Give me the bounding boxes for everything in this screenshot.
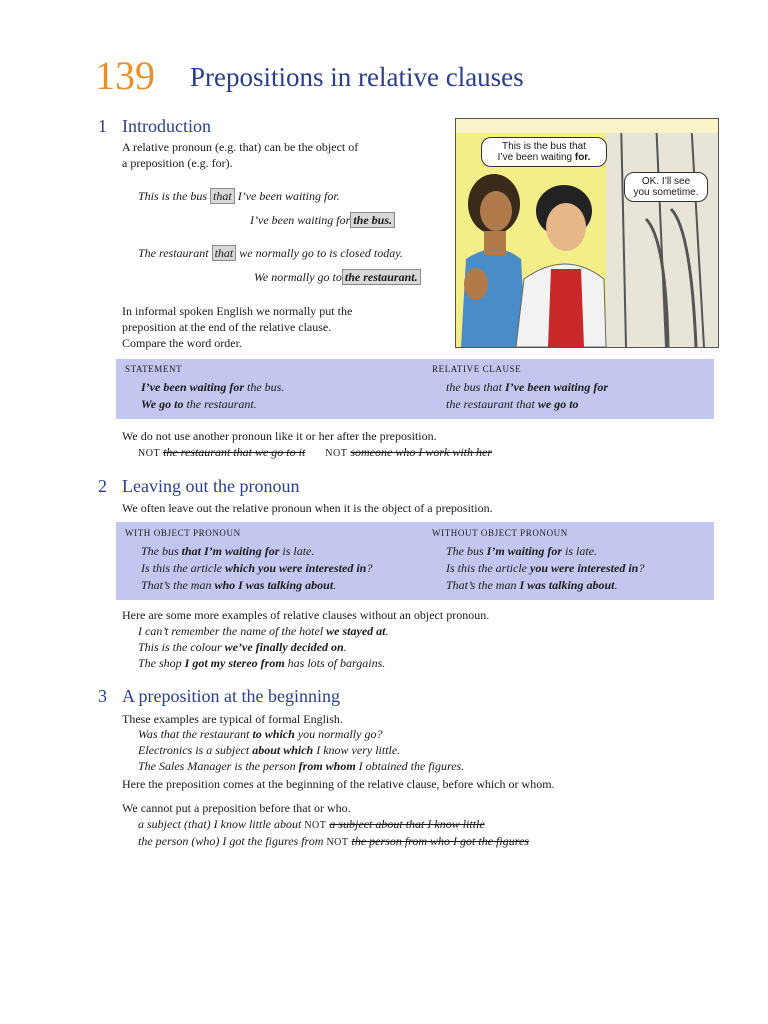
section-1-number: 1 xyxy=(98,116,107,136)
comparison-table-2 xyxy=(116,522,714,600)
example-1-line-2: I’ve been waiting for the bus. xyxy=(250,213,395,228)
speech-bubble-2: OK. I’ll see you sometime. xyxy=(624,172,708,202)
example-2-line-2: We normally go to the restaurant. xyxy=(254,270,421,285)
column-header: WITHOUT OBJECT PRONOUN xyxy=(432,528,568,538)
wrong-example-row: the person (who) I got the figures from NOT the person from who I got the figures xyxy=(138,834,529,848)
table-row: The bus that I’m waiting for is late. xyxy=(141,544,315,558)
section-3-note: Here the preposition comes at the beginning of the relative clause, before which or whom. xyxy=(122,777,555,791)
list-item: Was that the restaurant to which you normally go? xyxy=(138,727,383,741)
table-row: That’s the man who I was talking about. xyxy=(141,578,337,592)
comparison-table-1 xyxy=(116,359,714,419)
list-item: The Sales Manager is the person from whom I obtained the figures. xyxy=(138,759,465,773)
unit-number: 139 xyxy=(95,53,155,98)
section-2-number: 2 xyxy=(98,476,107,496)
unit-title: Prepositions in relative clauses xyxy=(190,62,524,92)
list-item: Electronics is a subject about which I know very little. xyxy=(138,743,401,757)
section-1-title: Introduction xyxy=(122,116,211,136)
table-row: We go to the restaurant. xyxy=(141,397,257,411)
speech-bubble-1: This is the bus that I’ve been waiting for. xyxy=(481,137,607,167)
table-row: That’s the man I was talking about. xyxy=(446,578,618,592)
example-1-line-1: This is the bus that I’ve been waiting for. xyxy=(138,189,340,203)
section-3-intro: These examples are typical of formal English. xyxy=(122,712,343,726)
section-2-title: Leaving out the pronoun xyxy=(122,476,300,496)
section-1-paragraph: In informal spoken English we normally put the preposition at the end of the relative clause. Compare the word order. xyxy=(122,304,353,350)
boxed-word: that xyxy=(212,245,237,261)
section-2-intro: We often leave out the relative pronoun when it is the object of a preposition. xyxy=(122,501,493,515)
boxed-word: that xyxy=(210,188,235,204)
list-item: This is the colour we’ve finally decided on. xyxy=(138,640,347,654)
column-header: RELATIVE CLAUSE xyxy=(432,364,522,374)
table-row: the bus that I’ve been waiting for xyxy=(446,380,608,394)
wrong-example-row: NOT the restaurant that we go to it NOT someone who I work with her xyxy=(138,445,492,459)
wrong-example-row: a subject (that) I know little about NOT a subject about that I know little xyxy=(138,817,485,831)
table-row: Is this the article which you were interested in? xyxy=(141,561,373,575)
cartoon-illustration xyxy=(455,118,719,348)
list-item: I can’t remember the name of the hotel we stayed at. xyxy=(138,624,389,638)
section-3-cannot: We cannot put a preposition before that or who. xyxy=(122,801,351,815)
boxed-word: the bus. xyxy=(350,212,395,228)
table-row: Is this the article you were interested in? xyxy=(446,561,645,575)
column-header: STATEMENT xyxy=(125,364,183,374)
section-2-more: Here are some more examples of relative clauses without an object pronoun. xyxy=(122,608,490,622)
section-3-title: A preposition at the beginning xyxy=(122,686,340,706)
pronoun-note: We do not use another pronoun like it or her after the preposition. xyxy=(122,429,437,443)
boxed-word: the restaurant. xyxy=(342,269,421,285)
column-header: WITH OBJECT PRONOUN xyxy=(125,528,241,538)
table-row: I’ve been waiting for the bus. xyxy=(141,380,285,394)
list-item: The shop I got my stereo from has lots of bargains. xyxy=(138,656,386,670)
section-1-intro: A relative pronoun (e.g. that) can be the object of a preposition (e.g. for). xyxy=(122,140,359,170)
example-2-line-1: The restaurant that we normally go to is closed today. xyxy=(138,246,403,260)
section-3-number: 3 xyxy=(98,686,107,706)
table-row: The bus I’m waiting for is late. xyxy=(446,544,598,558)
table-row: the restaurant that we go to xyxy=(446,397,579,411)
